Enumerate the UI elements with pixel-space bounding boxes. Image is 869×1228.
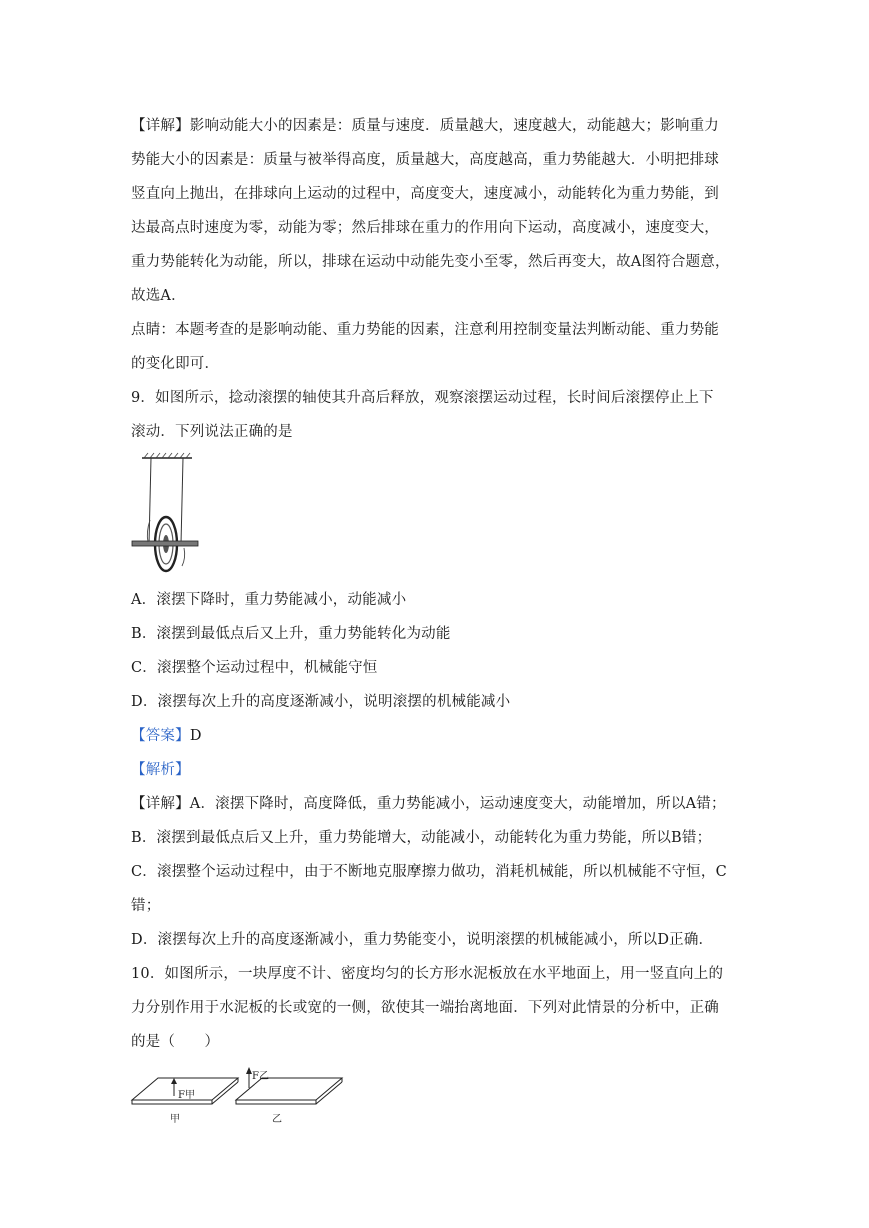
figure-label-a: 甲 [170, 1114, 180, 1125]
text-line: 势能大小的因素是：质量与被举得高度，质量越大，高度越高，重力势能越大．小明把排球 [131, 152, 719, 168]
text-line: 【详解】影响动能大小的因素是：质量与速度．质量越大，速度越大，动能越大；影响重力 [131, 118, 719, 134]
detail-line: C．滚摆整个运动过程中，由于不断地克服摩擦力做功，消耗机械能，所以机械能不守恒，C [131, 864, 727, 880]
option-a: A．滚摆下降时，重力势能减小，动能减小 [131, 592, 407, 608]
text-line: 点睛：本题考查的是影响动能、重力势能的因素，注意利用控制变量法判断动能、重力势能 [131, 322, 719, 338]
question-10-text: 10．如图所示，一块厚度不计、密度均匀的长方形水泥板放在水平地面上，用一竖直向上的 [131, 966, 724, 982]
question-10-text: 力分别作用于水泥板的长或宽的一侧，欲使其一端抬离地面．下列对此情景的分析中，正确 [131, 1000, 719, 1016]
answer-line [131, 726, 751, 746]
text-line: 重力势能转化为动能，所以，排球在运动中动能先变小至零，然后再变大，故A图符合题意， [131, 254, 730, 270]
force-label-b: F乙 [252, 1071, 269, 1082]
detail-line: B．滚摆到最低点后又上升，重力势能增大，动能减小，动能转化为重力势能，所以B错； [131, 830, 712, 846]
cement-board-figure [130, 1064, 345, 1124]
detail-line: 错； [131, 898, 161, 914]
question-9-text: 9．如图所示，捻动滚摆的轴使其升高后释放，观察滚摆运动过程，长时间后滚摆停止上下 [131, 390, 714, 406]
text-line: 达最高点时速度为零，动能为零；然后排球在重力的作用向下运动，高度减小，速度变大， [131, 220, 719, 236]
answer-value: D [189, 728, 202, 744]
text-line: 的变化即可． [131, 356, 220, 372]
question-9-text: 滚动．下列说法正确的是 [131, 424, 293, 440]
option-c: C．滚摆整个运动过程中，机械能守恒 [131, 660, 378, 676]
detail-line: 【详解】A．滚摆下降时，高度降低，重力势能减小，运动速度变大，动能增加，所以A错； [131, 796, 726, 812]
question-10-text: 的是（ ） [131, 1034, 220, 1050]
detail-line: D．滚摆每次上升的高度逐渐减小，重力势能变小，说明滚摆的机械能减小，所以D正确． [131, 932, 714, 948]
analysis-tag: 【解析】 [131, 762, 190, 778]
force-label-a: F甲 [178, 1090, 195, 1101]
option-d: D．滚摆每次上升的高度逐渐减小，说明滚摆的机械能减小 [131, 694, 511, 710]
figure-label-b: 乙 [272, 1114, 282, 1125]
text-line: 竖直向上抛出，在排球向上运动的过程中，高度变大，速度减小，动能转化为重力势能，到 [131, 186, 719, 202]
maxwell-wheel-figure [130, 452, 202, 580]
answer-tag: 【答案】 [131, 728, 190, 744]
option-b: B．滚摆到最低点后又上升，重力势能转化为动能 [131, 626, 451, 642]
text-line: 故选A． [131, 288, 186, 304]
